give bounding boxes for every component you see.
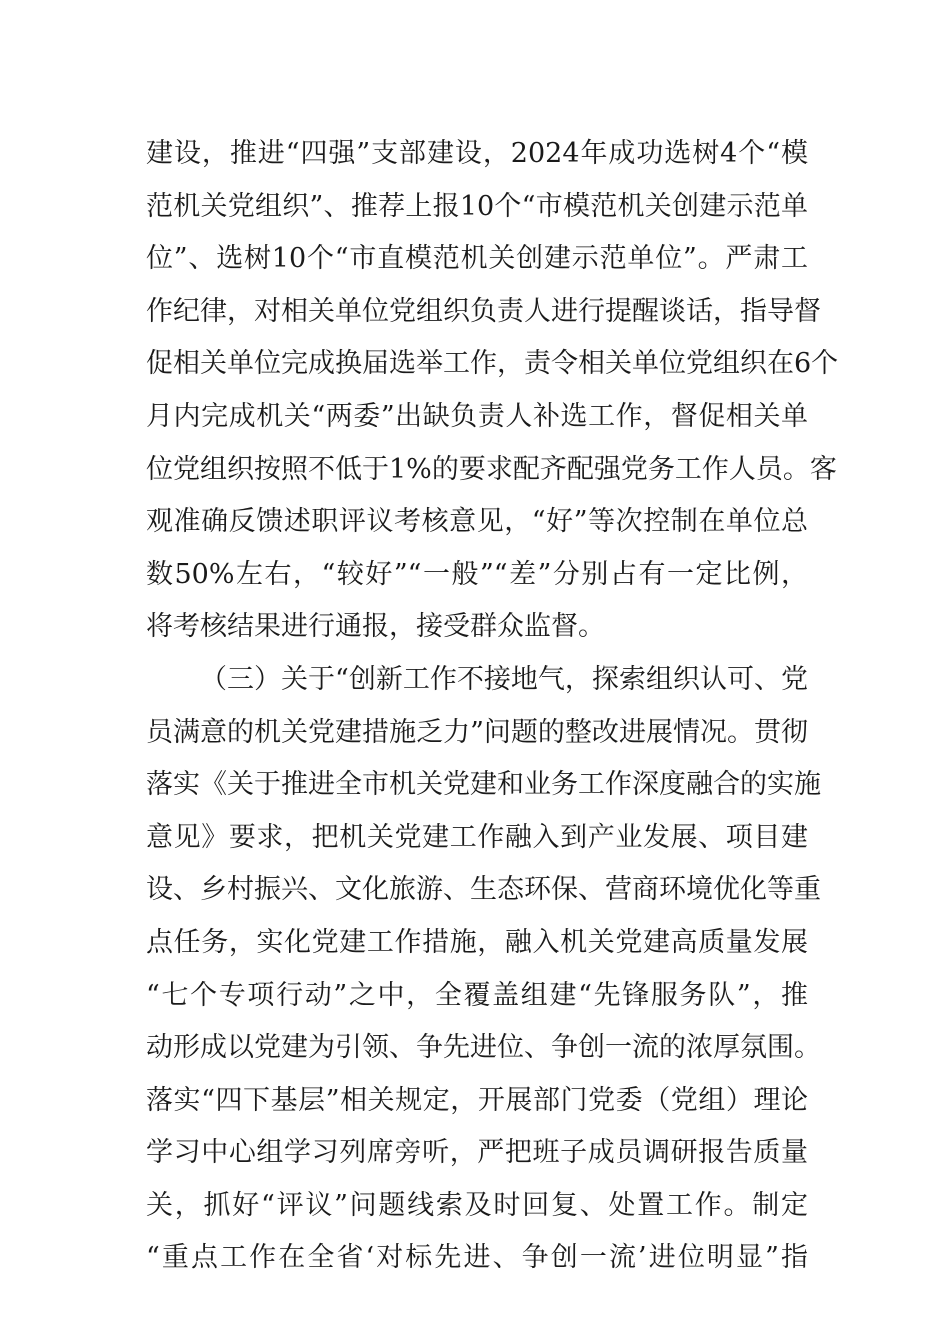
text-line: 将考核结果进行通报，接受群众监督。 — [146, 611, 605, 643]
text-line: 观准确反馈述职评议考核意见，“好”等次控制在单位总 — [146, 506, 808, 538]
text-line: 意见》要求，把机关党建工作融入到产业发展、项目建 — [146, 821, 808, 853]
text-line: 动形成以党建为引领、争先进位、争创一流的浓厚氛围。 — [146, 1032, 821, 1064]
text-line: 落实“四下基层”相关规定，开展部门党委（党组）理论 — [146, 1084, 808, 1116]
text-line: 点任务，实化党建工作措施，融入机关党建高质量发展 — [146, 926, 808, 958]
text-line: 关，抓好“评议”问题线索及时回复、处置工作。制定 — [146, 1189, 808, 1221]
text-line: 设、乡村振兴、文化旅游、生态环保、营商环境优化等重 — [146, 874, 821, 906]
text-line: 建设，推进“四强”支部建设，2024年成功选树4个“模 — [146, 138, 808, 169]
text-line: 位”、选树10个“市直模范机关创建示范单位”。严肃工 — [146, 243, 808, 275]
text-line: 数50%左右，“较好”“一般”“差”分别占有一定比例， — [146, 558, 808, 590]
document-body — [146, 128, 839, 1285]
text-line: （三）关于“创新工作不接地气，探索组织认可、党 — [200, 663, 808, 695]
text-line: 员满意的机关党建措施乏力”问题的整改进展情况。贯彻 — [146, 716, 808, 748]
text-line: 促相关单位完成换届选举工作，责令相关单位党组织在6个 — [146, 348, 839, 380]
text-line: “七个专项行动”之中，全覆盖组建“先锋服务队”，推 — [146, 979, 808, 1011]
text-line: 月内完成机关“两委”出缺负责人补选工作，督促相关单 — [146, 400, 808, 432]
text-line: 学习中心组学习列席旁听，严把班子成员调研报告质量 — [146, 1137, 808, 1169]
text-line: 范机关党组织”、推荐上报10个“市模范机关创建示范单 — [146, 190, 808, 222]
text-line: 位党组织按照不低于1%的要求配齐配强党务工作人员。客 — [146, 453, 837, 485]
text-line: 落实《关于推进全市机关党建和业务工作深度融合的实施 — [146, 769, 821, 801]
text-line: “重点工作在全省‘对标先进、争创一流’进位明显”指 — [146, 1242, 808, 1274]
text-line: 作纪律，对相关单位党组织负责人进行提醒谈话，指导督 — [146, 295, 821, 327]
